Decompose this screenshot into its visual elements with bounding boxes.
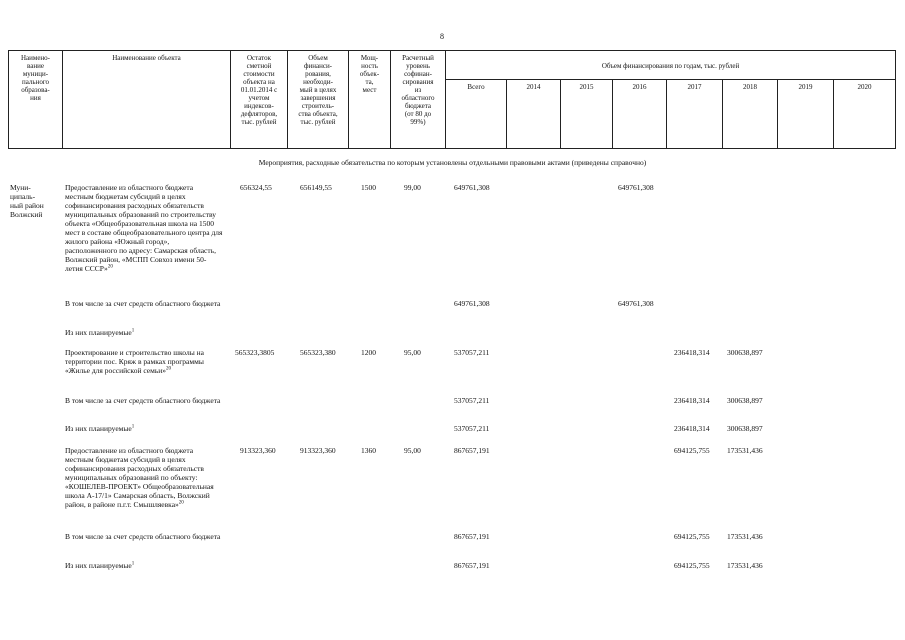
table-row-2017: 236418,314 <box>674 424 710 433</box>
table-row-object-name: В том числе за счет средств областного бюджета <box>65 532 221 541</box>
table-row-object-name: Из них планируемые$^1$ <box>65 561 135 570</box>
table-row-2018: 173531,436 <box>727 446 763 455</box>
table-row-total: 537057,211 <box>454 424 490 433</box>
header-year-2018: 2018 <box>743 83 757 91</box>
table-row-remaining-cost: 656324,55 <box>240 183 272 192</box>
header-year-2015: 2015 <box>579 83 594 91</box>
table-row-total: 649761,308 <box>454 183 490 192</box>
header-year-2016: 2016 <box>632 83 647 91</box>
header-municipality: Наимено- вание муници- пального образова- ния <box>20 54 51 102</box>
table-row-2018: 300638,897 <box>727 396 763 405</box>
table-row-2017: 236418,314 <box>674 396 710 405</box>
table-row-2017: 694125,755 <box>674 446 710 455</box>
table-row-2017: 694125,755 <box>674 561 710 570</box>
header-year-2019: 2019 <box>798 83 813 91</box>
table-row-total: 537057,211 <box>454 348 490 357</box>
table-row-object-name: Предоставление из областного бюджета местным бюджетам субсидий в целях софинансирования расходных обязательств муниципальных образований по строительству объекта «Общеобразовательная школа на 1500 мест в составе общеобразовательного центра для жилого района «Южный город», расположенного по адресу: Самарская область, Волжский район, «МСПП Совхоз имени 50-летия СССР»$^{20}$ <box>65 183 223 273</box>
table-row-total: 537057,211 <box>454 396 490 405</box>
table-row-2018: 173531,436 <box>727 532 763 541</box>
header-year-2020: 2020 <box>857 83 872 91</box>
table-row-2018: 300638,897 <box>727 424 763 433</box>
table-row-object-name: В том числе за счет средств областного бюджета <box>65 299 221 308</box>
table-row-total: 649761,308 <box>454 299 490 308</box>
table-row-capacity: 1200 <box>361 348 376 357</box>
table-row-object-name: В том числе за счет средств областного бюджета <box>65 396 221 405</box>
table-row-total: 867657,191 <box>454 446 490 455</box>
table-row-remaining-cost: 913323,360 <box>240 446 276 455</box>
municipality-name: Муни- ципаль- ный район Волжский <box>10 183 44 219</box>
header-year-total: Всего <box>467 83 485 91</box>
page-number: 8 <box>440 32 444 41</box>
table-row-object-name: Проектирование и строительство школы на территории пос. Кряж в рамках программы «Жилье для российской семьи»$^{20}$ <box>65 348 204 375</box>
table-row-object-name: Из них планируемые$^1$ <box>65 328 135 337</box>
header-cofinancing-level: Расчетный уровень софинан- сирования из областного бюджета (от 80 до 99%) <box>401 54 435 126</box>
table-row-total: 867657,191 <box>454 561 490 570</box>
table-row-2017: 694125,755 <box>674 532 710 541</box>
table-row-cofinancing-level: 95,00 <box>404 348 421 357</box>
header-object-name: Наименование объекта <box>112 54 181 62</box>
table-row-object-name: Предоставление из областного бюджета местным бюджетам субсидий в целях софинансирования расходных обязательств муниципальных образований по объекту: «КОШЕЛЕВ-ПРОЕКТ» Общеобразовательная школа А-17/1» Самарская область, Волжский район, в районе п.г.т. Смышляевка»$^{20}$ <box>65 446 214 509</box>
table-row-cofinancing-level: 99,00 <box>404 183 421 192</box>
table-row-funding-volume: 565323,380 <box>300 348 336 357</box>
table-row-2016: 649761,308 <box>618 183 654 192</box>
table-row-remaining-cost: 565323,3805 <box>235 348 275 357</box>
section-title: Мероприятия, расходные обязательства по которым установлены отдельными правовыми актами (приведены справочно) <box>258 158 647 167</box>
header-capacity: Мощ- ность объек- та, мест <box>359 54 380 94</box>
header-year-2017: 2017 <box>687 83 702 91</box>
table-row-cofinancing-level: 95,00 <box>404 446 421 455</box>
header-funding-volume: Объем финанси- рования, необходи- мый в целях завершения строитель- ства объекта, тыс. рублей <box>298 54 338 126</box>
header-funding-by-years: Объем финансирования по годам, тыс. рублей <box>601 62 740 70</box>
table-row-object-name: Из них планируемые$^1$ <box>65 424 135 433</box>
header-year-2014: 2014 <box>526 83 541 91</box>
header-remaining-cost: Остаток сметной стоимости объекта на 01.01.2014 с учетом индексов- дефляторов, тыс. рублей <box>240 54 278 126</box>
table-row-total: 867657,191 <box>454 532 490 541</box>
table-row-funding-volume: 913323,360 <box>300 446 336 455</box>
table-row-funding-volume: 656149,55 <box>300 183 332 192</box>
table-row-2018: 173531,436 <box>727 561 763 570</box>
table-row-capacity: 1360 <box>361 446 376 455</box>
table-row-capacity: 1500 <box>361 183 376 192</box>
table-row-2016: 649761,308 <box>618 299 654 308</box>
table-row-2017: 236418,314 <box>674 348 710 357</box>
table-row-2018: 300638,897 <box>727 348 763 357</box>
